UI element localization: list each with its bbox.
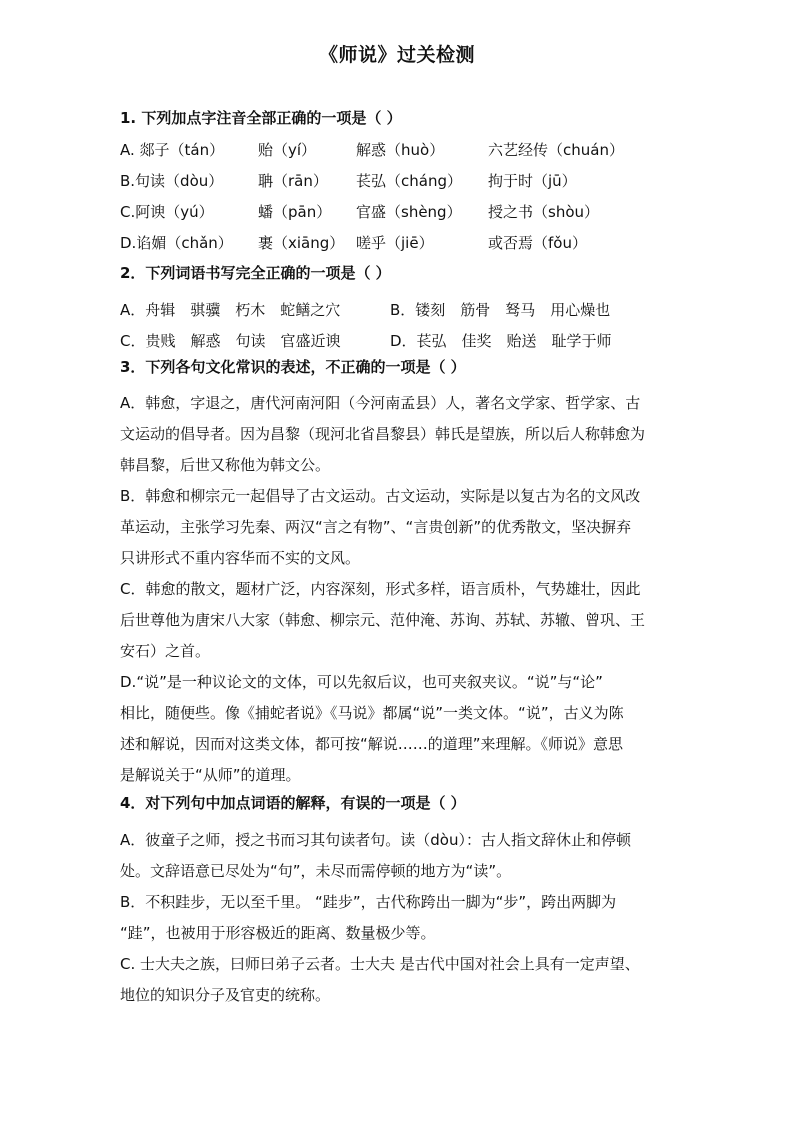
q1-a-item-1: A. 郯子（tán） <box>120 141 225 159</box>
q4-a-line-2: 处。文辞语意已尽处为“句”，未尽而需停顿的地方为“读”。 <box>120 862 512 880</box>
q3-d-line-3: 述和解说，因而对这类文体，都可按“解说……的道理”来理解。《师说》意思 <box>120 735 624 753</box>
question-1-stem: 1. 下列加点字注音全部正确的一项是（ ） <box>120 109 402 127</box>
q4-option-c <box>120 949 680 1011</box>
q3-option-b <box>120 481 680 574</box>
q4-b-line-1: B．不积跬步，无以至千里。 “跬步”，古代称跨出一脚为“步”，跨出两脚为 <box>120 893 617 911</box>
q3-c-line-3: 安石）之首。 <box>120 642 211 660</box>
q1-d-item-2: 裹（xiāng） <box>258 234 345 252</box>
q3-a-line-1: A．韩愈，字退之，唐代河南河阳（今河南孟县）人，著名文学家、哲学家、古 <box>120 394 641 412</box>
q3-a-line-3: 韩昌黎，后世又称他为韩文公。 <box>120 456 331 474</box>
q3-option-a <box>120 388 680 481</box>
q3-a-line-2: 文运动的倡导者。因为昌黎（现河北省昌黎县）韩氏是望族，所以后人称韩愈为 <box>120 425 646 443</box>
q1-a-item-4: 六艺经传（chuán） <box>488 141 624 159</box>
q3-b-line-2: 革运动，主张学习先秦、两汉“言之有物”、“言贵创新”的优秀散文，坚决摒弃 <box>120 518 632 536</box>
q2-option-a: A．舟辑 骐骥 朽木 蛇鳝之穴 <box>120 301 341 319</box>
q3-d-line-1: D.“说”是一种议论文的文体，可以先叙后议，也可夹叙夹议。“说”与“论” <box>120 673 603 691</box>
q3-b-line-3: 只讲形式不重内容华而不实的文风。 <box>120 549 361 567</box>
q1-d-item-4: 或否焉（fǒu） <box>488 234 587 252</box>
q1-b-item-2: 聃（rān） <box>258 172 328 190</box>
q1-b-item-1: B.句读（dòu） <box>120 172 224 190</box>
q1-a-item-3: 解惑（huò） <box>356 141 445 159</box>
q3-d-line-2: 相比，随便些。像《捕蛇者说》《马说》都属“说”一类文体。“说”，古义为陈 <box>120 704 624 722</box>
q1-c-item-1: C.阿谀（yú） <box>120 203 214 221</box>
q1-d-item-3: 嗟乎（jiē） <box>356 234 434 252</box>
q2-option-d: D．苌弘 佳奖 贻送 耻学于师 <box>390 332 612 350</box>
q4-b-line-2: “跬”，也被用于形容极近的距离、数量极少等。 <box>120 924 436 942</box>
q1-d-item-1: D.谄媚（chǎn） <box>120 234 233 252</box>
question-3-stem: 3．下列各句文化常识的表述，不正确的一项是（ ） <box>120 358 466 376</box>
q3-b-line-1: B．韩愈和柳宗元一起倡导了古文运动。古文运动，实际是以复古为名的文风改 <box>120 487 641 505</box>
q1-a-item-2: 贻（yí） <box>258 141 317 159</box>
q4-c-line-1: C. 士大夫之族，曰师曰弟子云者。士大夫 是古代中国对社会上具有一定声望、 <box>120 955 640 973</box>
q1-c-item-4: 授之书（shòu） <box>488 203 600 221</box>
q2-option-c: C．贵贱 解惑 句读 官盛近谀 <box>120 332 341 350</box>
q4-option-b <box>120 887 680 949</box>
q3-d-line-4: 是解说关于“从师”的道理。 <box>120 766 301 784</box>
q1-b-item-4: 拘于时（jū） <box>488 172 577 190</box>
q3-option-d <box>120 667 680 791</box>
q2-option-b: B．镂刻 筋骨 驽马 用心燥也 <box>390 301 611 319</box>
question-4-stem: 4．对下列句中加点词语的解释，有误的一项是（ ） <box>120 794 466 812</box>
q4-option-a <box>120 825 680 887</box>
question-2-stem: 2．下列词语书写完全正确的一项是（ ） <box>120 264 391 282</box>
q4-a-line-1: A．彼童子之师，授之书而习其句读者句。读（dòu）：古人指文辞休止和停顿 <box>120 831 631 849</box>
q3-c-line-1: C．韩愈的散文，题材广泛，内容深刻，形式多样，语言质朴，气势雄壮，因此 <box>120 580 641 598</box>
q1-b-item-3: 苌弘（cháng） <box>356 172 462 190</box>
q1-c-item-3: 官盛（shèng） <box>356 203 462 221</box>
q1-c-item-2: 蟠（pān） <box>258 203 332 221</box>
q3-option-c <box>120 574 680 667</box>
page-title: 《师说》过关检测 <box>318 44 475 66</box>
q3-c-line-2: 后世尊他为唐宋八大家（韩愈、柳宗元、范仲淹、苏询、苏轼、苏辙、曾巩、王 <box>120 611 646 629</box>
q4-c-line-2: 地位的知识分子及官吏的统称。 <box>120 986 331 1004</box>
